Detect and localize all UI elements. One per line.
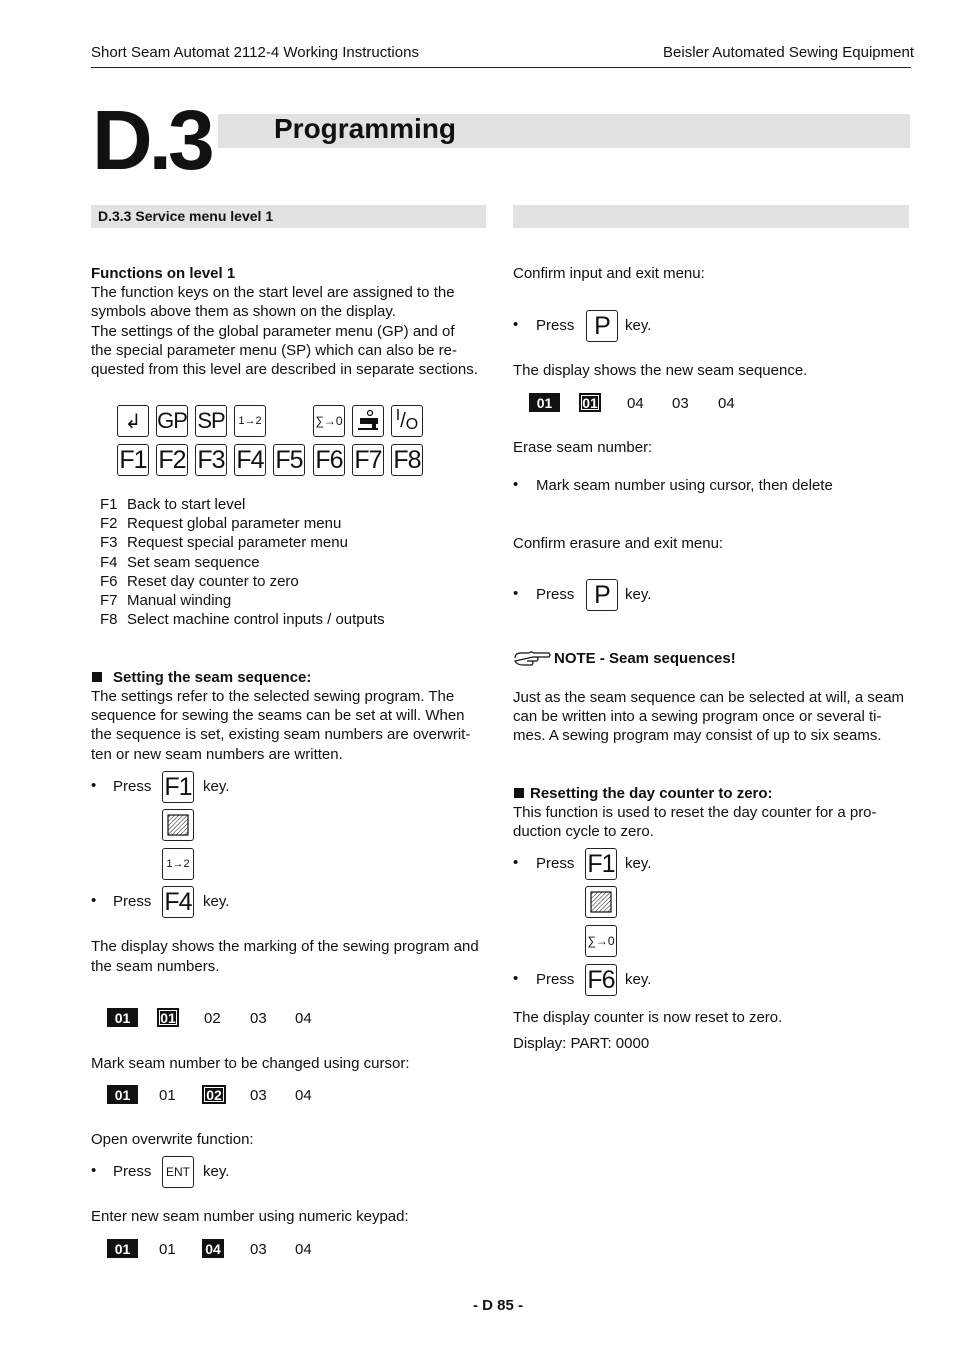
display-seam: 04 <box>295 1240 312 1258</box>
f8-key[interactable]: F8 <box>391 444 423 476</box>
f6-key-step[interactable]: F6 <box>585 964 617 996</box>
display-seam: 03 <box>250 1240 267 1258</box>
press-label: Press <box>536 971 575 988</box>
display-seam: 01 <box>157 1008 179 1027</box>
section-title: D.3.3 Service menu level 1 <box>98 208 274 224</box>
note-paragraph: Just as the seam sequence can be selected at will, a seam can be written into a sewing program once or several ti- mes. A sewing program may consist of up to six seams. <box>513 689 905 745</box>
seam-sequence-key-step: 1→2 <box>162 848 194 880</box>
press-label: Press <box>536 317 575 334</box>
page-number: - D 85 - <box>472 1297 523 1314</box>
display-paragraph: The display shows the marking of the sewing program and the seam numbers. <box>91 938 479 976</box>
f5-key[interactable]: F5 <box>273 444 305 476</box>
bullet-dot: • <box>91 892 97 909</box>
square-bullet-icon <box>92 672 102 682</box>
display-seam: 04 <box>295 1086 312 1104</box>
winding-icon <box>352 405 384 437</box>
key-label: key. <box>203 1163 230 1180</box>
p-key[interactable]: P <box>586 579 618 611</box>
bullet-dot: • <box>513 585 519 602</box>
display-seam: 04 <box>627 394 644 412</box>
key-label: key. <box>625 855 652 872</box>
display-seam: 04 <box>295 1009 312 1027</box>
f6-key[interactable]: F6 <box>313 444 345 476</box>
back-symbol-key: ↲ <box>117 405 149 437</box>
display-seam: 03 <box>672 394 689 412</box>
pointing-hand-icon <box>513 649 551 674</box>
reset-heading: Resetting the day counter to zero: <box>530 785 773 802</box>
display-program: 01 <box>107 1008 138 1027</box>
key-label: key. <box>625 971 652 988</box>
display-seam: 01 <box>159 1086 176 1104</box>
press-label: Press <box>536 586 575 603</box>
seq-heading: Setting the seam sequence: <box>113 669 312 686</box>
display-seam: 04 <box>718 394 735 412</box>
header-right: Beisler Automated Sewing Equipment <box>663 44 914 61</box>
display-seam: 03 <box>250 1086 267 1104</box>
confirm-text: Confirm input and exit menu: <box>513 265 705 282</box>
display-seam: 02 <box>204 1009 221 1027</box>
display-part-text: Display: PART: 0000 <box>513 1035 650 1052</box>
ent-key[interactable]: ENT <box>162 1156 194 1188</box>
key-label: key. <box>203 893 230 910</box>
reset-done-text: The display counter is now reset to zero. <box>513 1009 783 1026</box>
f1-key[interactable]: F1 <box>117 444 149 476</box>
key-label: key. <box>625 586 652 603</box>
bullet-dot: • <box>513 476 519 493</box>
erase-text: Erase seam number: <box>513 439 653 456</box>
header-rule <box>91 67 911 68</box>
chapter-title: Programming <box>274 113 457 144</box>
gp-symbol-key: GP <box>156 405 188 437</box>
display-seam: 01 <box>159 1240 176 1258</box>
hatched-display-icon <box>162 809 194 841</box>
seam-sequence-symbol-key: 1→2 <box>234 405 266 437</box>
key-label: key. <box>625 317 652 334</box>
new-seq-text: The display shows the new seam sequence. <box>513 362 808 379</box>
bullet-dot: • <box>513 854 519 871</box>
display-seam-cursor: 02 <box>202 1085 226 1104</box>
f3-key[interactable]: F3 <box>195 444 227 476</box>
sp-symbol-key: SP <box>195 405 227 437</box>
functions-paragraph-1: The function keys on the start level are assigned to the symbols above them as shown on the display. <box>91 284 455 321</box>
header-left: Short Seam Automat 2112-4 Working Instructions <box>91 44 419 61</box>
f4-key-step[interactable]: F4 <box>162 886 194 918</box>
display-program: 01 <box>107 1085 138 1104</box>
seq-paragraph: The settings refer to the selected sewing program. The sequence for sewing the seams can be set at will. When the sequence is set, existing seam numbers are overwrit- ten or new seam numbers are written. <box>91 688 471 763</box>
press-label: Press <box>113 778 152 795</box>
key-label: key. <box>203 778 230 795</box>
section-bar-right <box>513 205 909 228</box>
bullet-dot: • <box>91 1162 97 1179</box>
display-seam-cursor: 04 <box>202 1239 224 1258</box>
display-seam: 01 <box>579 393 601 412</box>
bullet-dot: • <box>513 970 519 987</box>
display-program: 01 <box>529 393 560 412</box>
bullet-dot: • <box>91 777 97 794</box>
reset-counter-key-step: ∑→0 <box>585 925 617 957</box>
hatched-display-icon <box>585 886 617 918</box>
f2-key[interactable]: F2 <box>156 444 188 476</box>
square-bullet-icon <box>514 788 524 798</box>
reset-paragraph: This function is used to reset the day counter for a pro- duction cycle to zero. <box>513 804 877 841</box>
function-key-list: F1 Back to start level F2 Request global parameter menu F3 Request special parameter menu F4 Set seam sequence F6 Reset day counter to zero F7 Manual winding F8 Select machine control inputs / outputs <box>100 496 385 629</box>
chapter-number: D.3 <box>92 93 211 187</box>
io-symbol-key: I / O <box>391 405 423 437</box>
p-key[interactable]: P <box>586 310 618 342</box>
display-program: 01 <box>107 1239 138 1258</box>
reset-counter-symbol-key: ∑→0 <box>313 405 345 437</box>
functions-heading: Functions on level 1 <box>91 265 236 282</box>
erase-bullet: Mark seam number using cursor, then delete <box>536 477 833 494</box>
f1-key-step[interactable]: F1 <box>585 848 617 880</box>
f1-key-step[interactable]: F1 <box>162 771 194 803</box>
functions-paragraph-2: The settings of the global parameter menu (GP) and of the special parameter menu (SP) which can also be re- quested from this level are described in separate sections. <box>91 323 478 379</box>
overwrite-text: Open overwrite function: <box>91 1131 254 1148</box>
press-label: Press <box>113 893 152 910</box>
enter-text: Enter new seam number using numeric keypad: <box>91 1208 409 1225</box>
confirm-erase-text: Confirm erasure and exit menu: <box>513 535 724 552</box>
display-seam: 03 <box>250 1009 267 1027</box>
press-label: Press <box>536 855 575 872</box>
note-heading: NOTE - Seam sequences! <box>554 650 736 667</box>
bullet-dot: • <box>513 316 519 333</box>
press-label: Press <box>113 1163 152 1180</box>
f7-key[interactable]: F7 <box>352 444 384 476</box>
f4-key[interactable]: F4 <box>234 444 266 476</box>
mark-text: Mark seam number to be changed using cursor: <box>91 1055 410 1072</box>
